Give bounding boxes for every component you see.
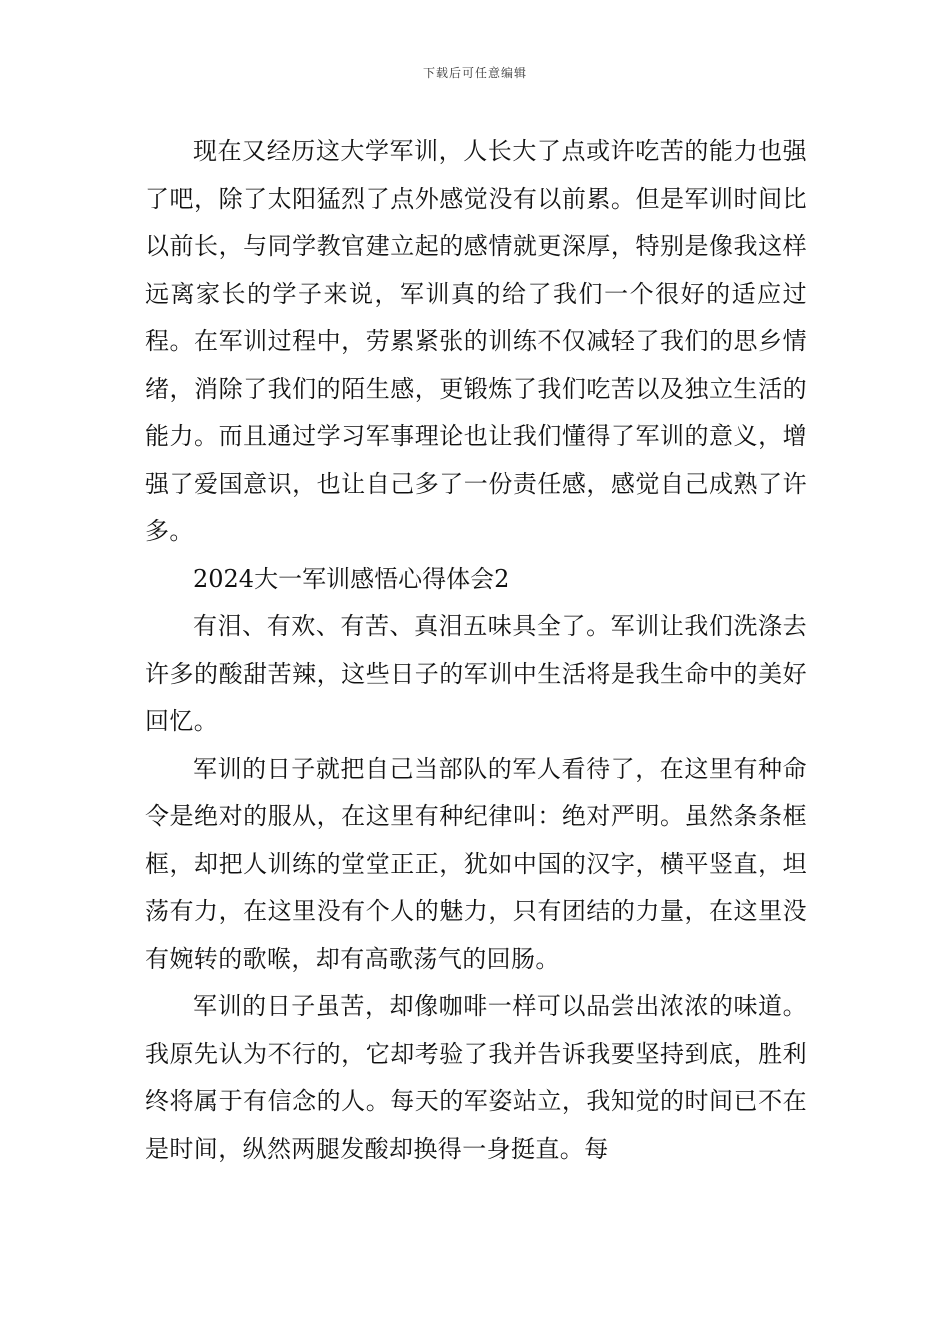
section-heading: 2024大一军训感悟心得体会2 (193, 564, 510, 593)
paragraph-2: 有泪、有欢、有苦、真泪五味具全了。军训让我们洗涤去许多的酸甜苦辣，这些日子的军训中生活将是我生命中的美好回忆。 (145, 612, 807, 735)
header-note: 下载后可任意编辑 (422, 66, 527, 80)
document-body (145, 128, 807, 1173)
paragraph-4: 军训的日子虽苦，却像咖啡一样可以品尝出浓浓的味道。我原先认为不行的，它却考验了我并告诉我要坚持到底，胜利终将属于有信念的人。每天的军姿站立，我知觉的时间已不在是时间，纵然两腿发酸却换得一身挺直。每 (145, 992, 807, 1163)
paragraph-1: 现在又经历这大学军训，人长大了点或许吃苦的能力也强了吧，除了太阳猛烈了点外感觉没有以前累。但是军训时间比以前长，与同学教官建立起的感情就更深厚，特别是像我这样远离家长的学子来说，军训真的给了我们一个很好的适应过程。在军训过程中，劳累紧张的训练不仅减轻了我们的思乡情绪，消除了我们的陌生感，更锻炼了我们吃苦以及独立生活的能力。而且通过学习军事理论也让我们懂得了军训的意义，增强了爱国意识，也让自己多了一份责任感，感觉自己成熟了许多。 (145, 137, 807, 545)
paragraph-3: 军训的日子就把自己当部队的军人看待了，在这里有种命令是绝对的服从，在这里有种纪律叫：绝对严明。虽然条条框框，却把人训练的堂堂正正，犹如中国的汉字，横平竖直，坦荡有力，在这里没有个人的魅力，只有团结的力量，在这里没有婉转的歌喉，却有高歌荡气的回肠。 (145, 754, 807, 973)
